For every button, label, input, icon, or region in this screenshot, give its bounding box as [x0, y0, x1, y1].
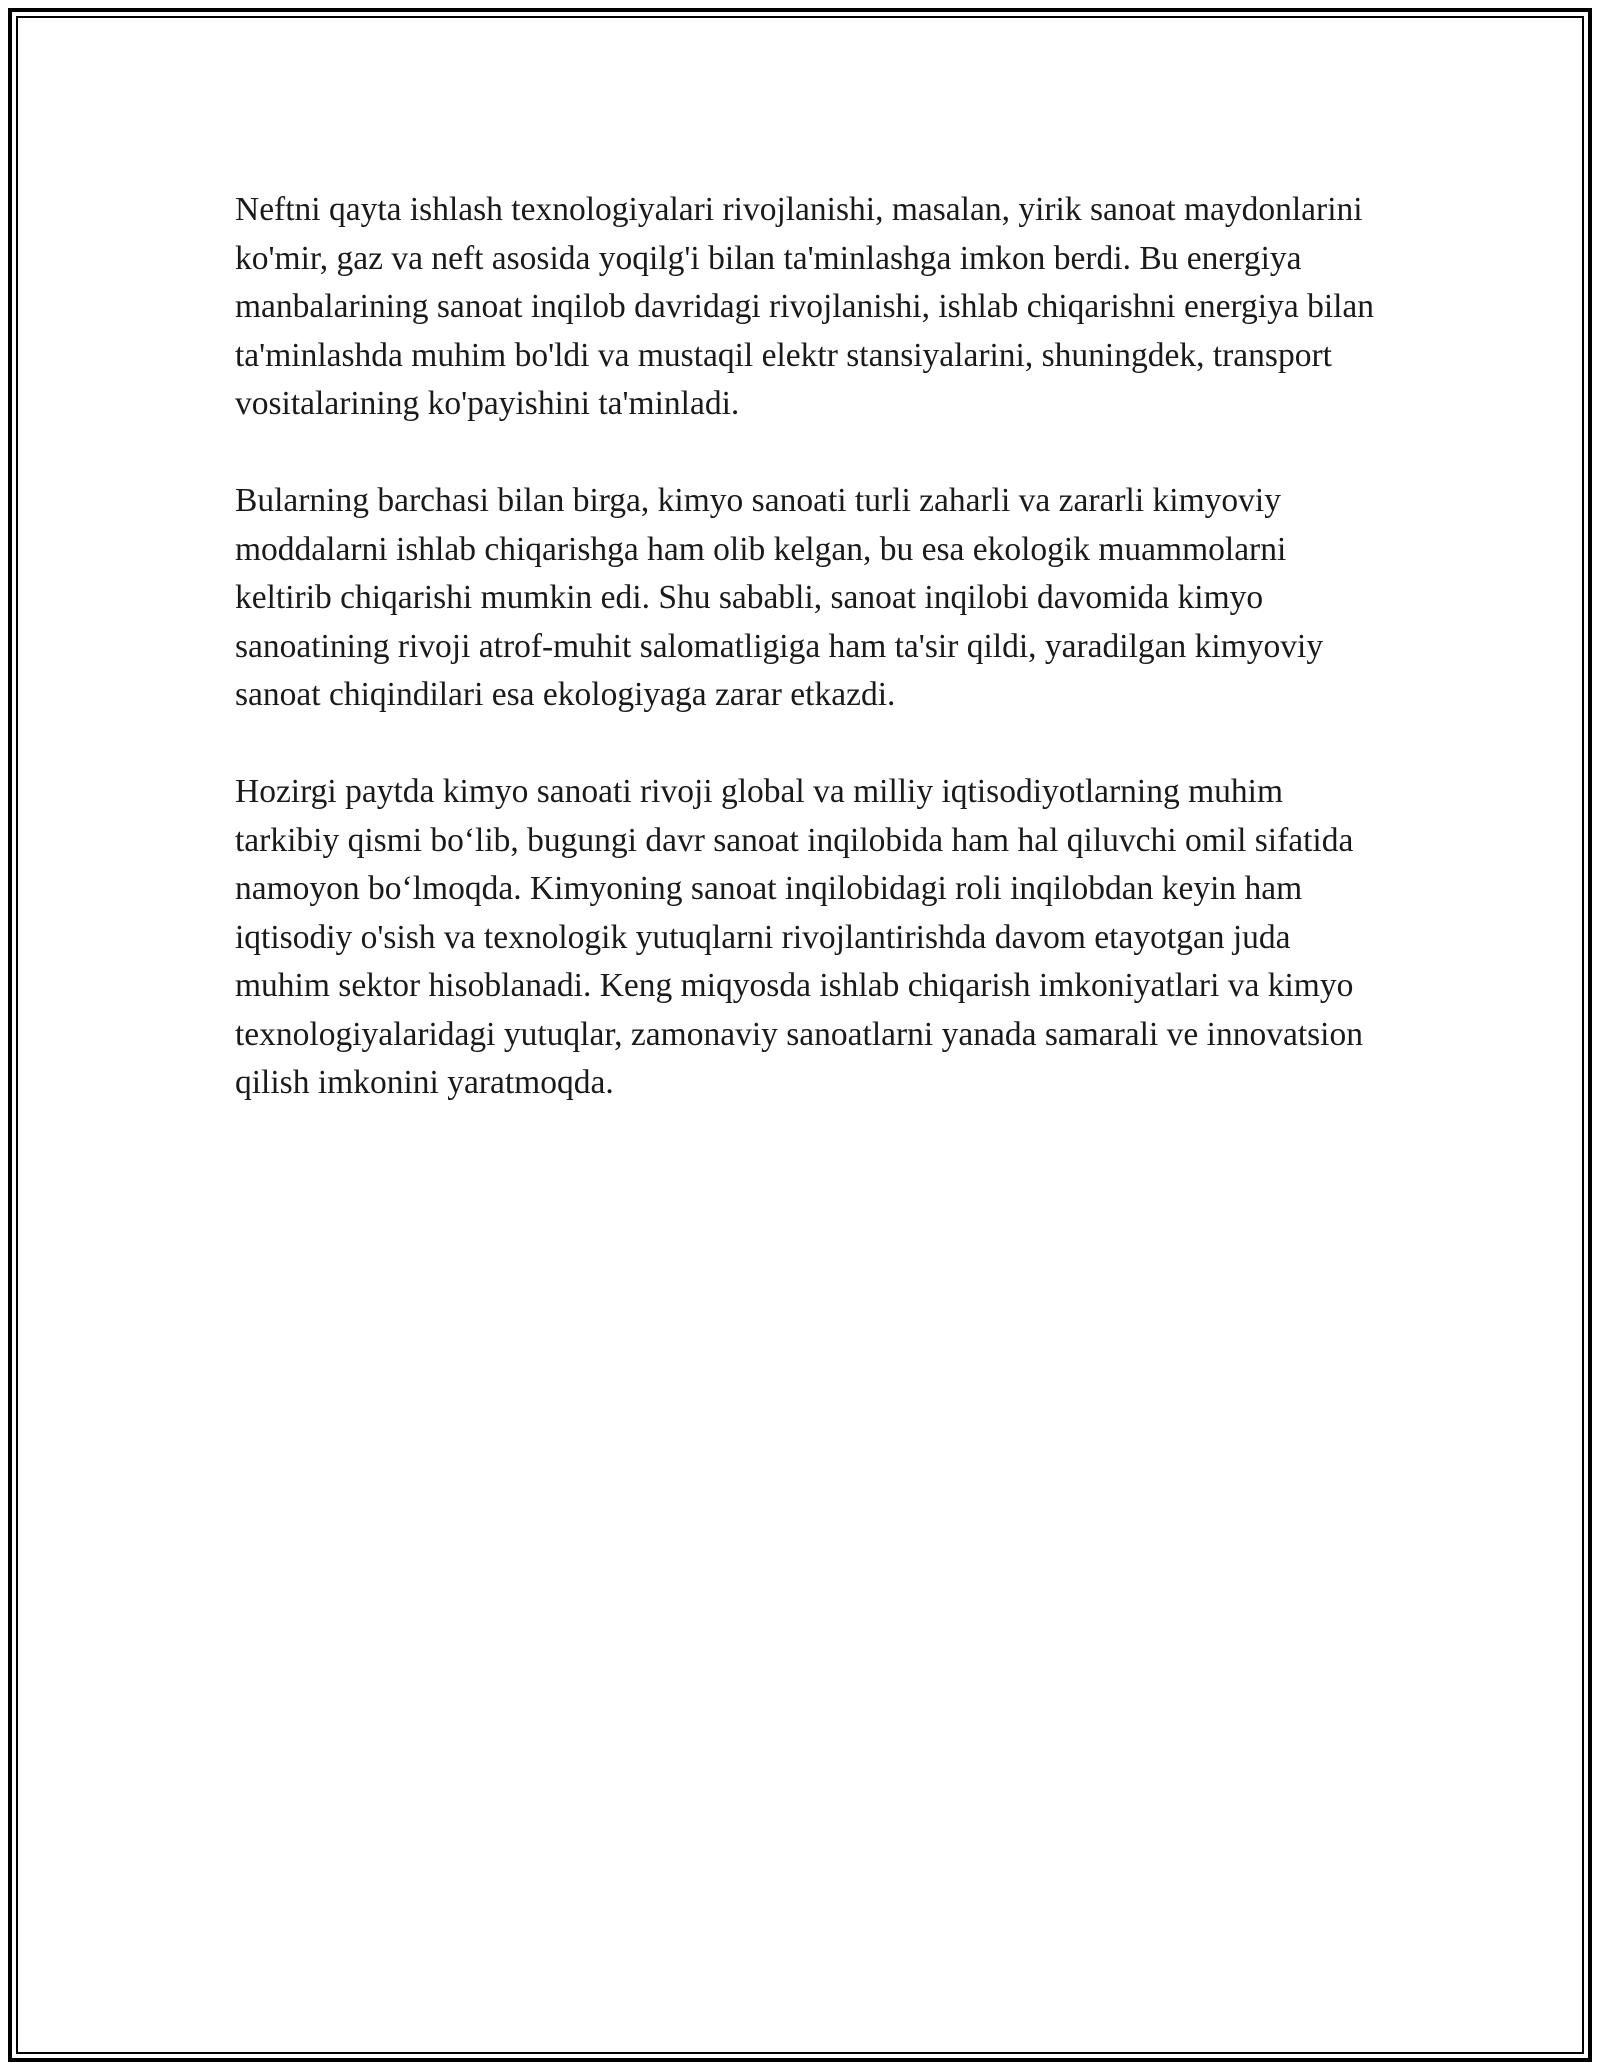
paragraph-2: Bularning barchasi bilan birga, kimyo sanoati turli zaharli va zararli kimyoviy moddalarni ishlab chiqarishga ham olib kelgan, bu esa ekologik muammolarni keltirib chiqarishi mumkin edi. Shu sababli, sanoat inqilobi davomida kimyo sanoatining rivoji atrof-muhit salomatligiga ham ta'sir qildi, yaradilgan kimyoviy sanoat chiqindilari esa ekologiyaga zarar etkazdi. [235, 482, 1324, 713]
paragraph-1: Neftni qayta ishlash texnologiyalari rivojlanishi, masalan, yirik sanoat maydonlarini ko'mir, gaz va neft asosida yoqilg'i bilan ta'minlashga imkon berdi. Bu energiya manbalarining sanoat inqilob davridagi rivojlanishi, ishlab chiqarishni energiya bilan ta'minlashda muhim bo'ldi va mustaqil elektr stansiyalarini, shuningdek, transport vositalarining ko'payishini ta'minladi. [235, 191, 1375, 422]
paragraph-3: Hozirgi paytda kimyo sanoati rivoji global va milliy iqtisodiyotlarning muhim tarkibiy qismi bo‘lib, bugungi davr sanoat inqilobida ham hal qiluvchi omil sifatida namoyon bo‘lmoqda. Kimyoning sanoat inqilobidagi roli inqilobdan keyin ham iqtisodiy o'sish va texnologik yutuqlarni rivojlantirishda davom etayotgan juda muhim sektor hisoblanadi. Keng miqyosda ishlab chiqarish imkoniyatlari va kimyo texnologiyalaridagi yutuqlar, zamonaviy sanoatlarni yanada samarali ve innovatsion qilish imkonini yaratmoqda. [235, 773, 1363, 1101]
document-body [235, 186, 1375, 1108]
